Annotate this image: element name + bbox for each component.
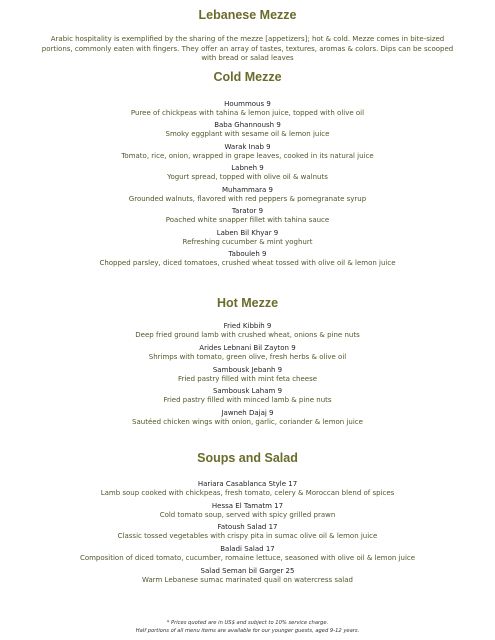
item-description: Warm Lebanese sumac marinated quail on watercress salad [142,576,353,584]
item-name: Labneh 9 [231,164,264,172]
item-description: Poached white snapper fillet with tahina sauce [165,216,330,224]
section-title-soups-and-salad: Soups and Salad [197,451,298,465]
item-description: Composition of diced tomato, cucumber, romaine lettuce, seasoned with olive oil & lemon juice [79,554,416,562]
menu-item [0,480,495,498]
section-title-cold-mezze: Cold Mezze [213,70,282,84]
menu-item [0,523,495,541]
menu-item [0,143,495,161]
item-description: Fried pastry filled with mint feta cheese [177,375,318,383]
item-name: Fried Kibbih 9 [223,322,272,330]
item-name: Warak Inab 9 [224,143,271,151]
menu-item [0,387,495,405]
item-name: Fatoush Salad 17 [217,523,278,531]
item-description: Refreshing cucumber & mint yoghurt [182,238,313,246]
item-name: Laben Bil Khyar 9 [216,229,279,237]
menu-item [0,344,495,362]
menu-item [0,121,495,139]
item-description: Fried pastry filled with minced lamb & pine nuts [163,396,332,404]
menu-item [0,100,495,118]
item-description: Deep fried ground lamb with crushed wheat, onions & pine nuts [135,331,360,339]
section-intro: Arabic hospitality is exemplified by the sharing of the mezze [appetizers]; hot & cold. Mezze comes in bite-sized portions, commonly eaten with fingers. They offer an array of tastes, textures, aromas & colors. Dips can be scooped with bread or salad leaves [41,35,454,62]
item-name: Sambousk Jebanh 9 [212,366,283,374]
menu-item [0,567,495,585]
item-description: Lamb soup cooked with chickpeas, fresh tomato, celery & Moroccan blend of spices [100,489,395,497]
item-name: Hariara Casablanca Style 17 [197,480,298,488]
item-description: Puree of chickpeas with tahina & lemon juice, topped with olive oil [130,109,365,117]
item-name: Baba Ghannoush 9 [214,121,281,129]
item-description: Classic tossed vegetables with crispy pita in sumac olive oil & lemon juice [117,532,378,540]
item-name: Hoummous 9 [224,100,271,108]
item-name: Tarator 9 [231,207,264,215]
footer-note-half-portions: Half portions of all menu items are available for our younger guests, aged 9-12 years. [135,628,360,634]
item-name: Tabouleh 9 [228,250,267,258]
item-name: Muhammara 9 [222,186,273,194]
item-name: Arides Lebnani Bil Zayton 9 [199,344,296,352]
menu-item [0,164,495,182]
item-description: Sautéed chicken wings with onion, garlic, coriander & lemon juice [132,418,363,426]
item-name: Salad Seman bil Garger 25 [200,567,295,575]
footer-note-prices: * Prices quoted are in US$ and subject to 10% service charge. [166,620,329,626]
menu-item [0,207,495,225]
item-name: Jawneh Dajaj 9 [221,409,274,417]
menu-item [0,545,495,563]
menu-item [0,366,495,384]
item-name: Sambousk Laham 9 [212,387,283,395]
item-name: Baladi Salad 17 [220,545,275,553]
menu-item [0,322,495,340]
menu-item [0,502,495,520]
item-description: Chopped parsley, diced tomatoes, crushed wheat tossed with olive oil & lemon juice [99,259,396,267]
menu-item [0,409,495,427]
item-description: Cold tomato soup, served with spicy grilled prawn [159,511,336,519]
item-description: Smoky eggplant with sesame oil & lemon juice [165,130,330,138]
section-title-lebanese-mezze: Lebanese Mezze [198,8,297,22]
menu-item [0,250,495,268]
section-title-hot-mezze: Hot Mezze [216,296,279,310]
menu-item [0,186,495,204]
item-description: Grounded walnuts, flavored with red peppers & pomegranate syrup [128,195,367,203]
item-description: Yogurt spread, topped with olive oil & walnuts [167,173,328,181]
item-description: Tomato, rice, onion, wrapped in grape leaves, cooked in its natural juice [121,152,374,160]
item-description: Shrimps with tomato, green olive, fresh herbs & olive oil [148,353,347,361]
menu-item [0,229,495,247]
item-name: Hessa El Tamatm 17 [211,502,284,510]
